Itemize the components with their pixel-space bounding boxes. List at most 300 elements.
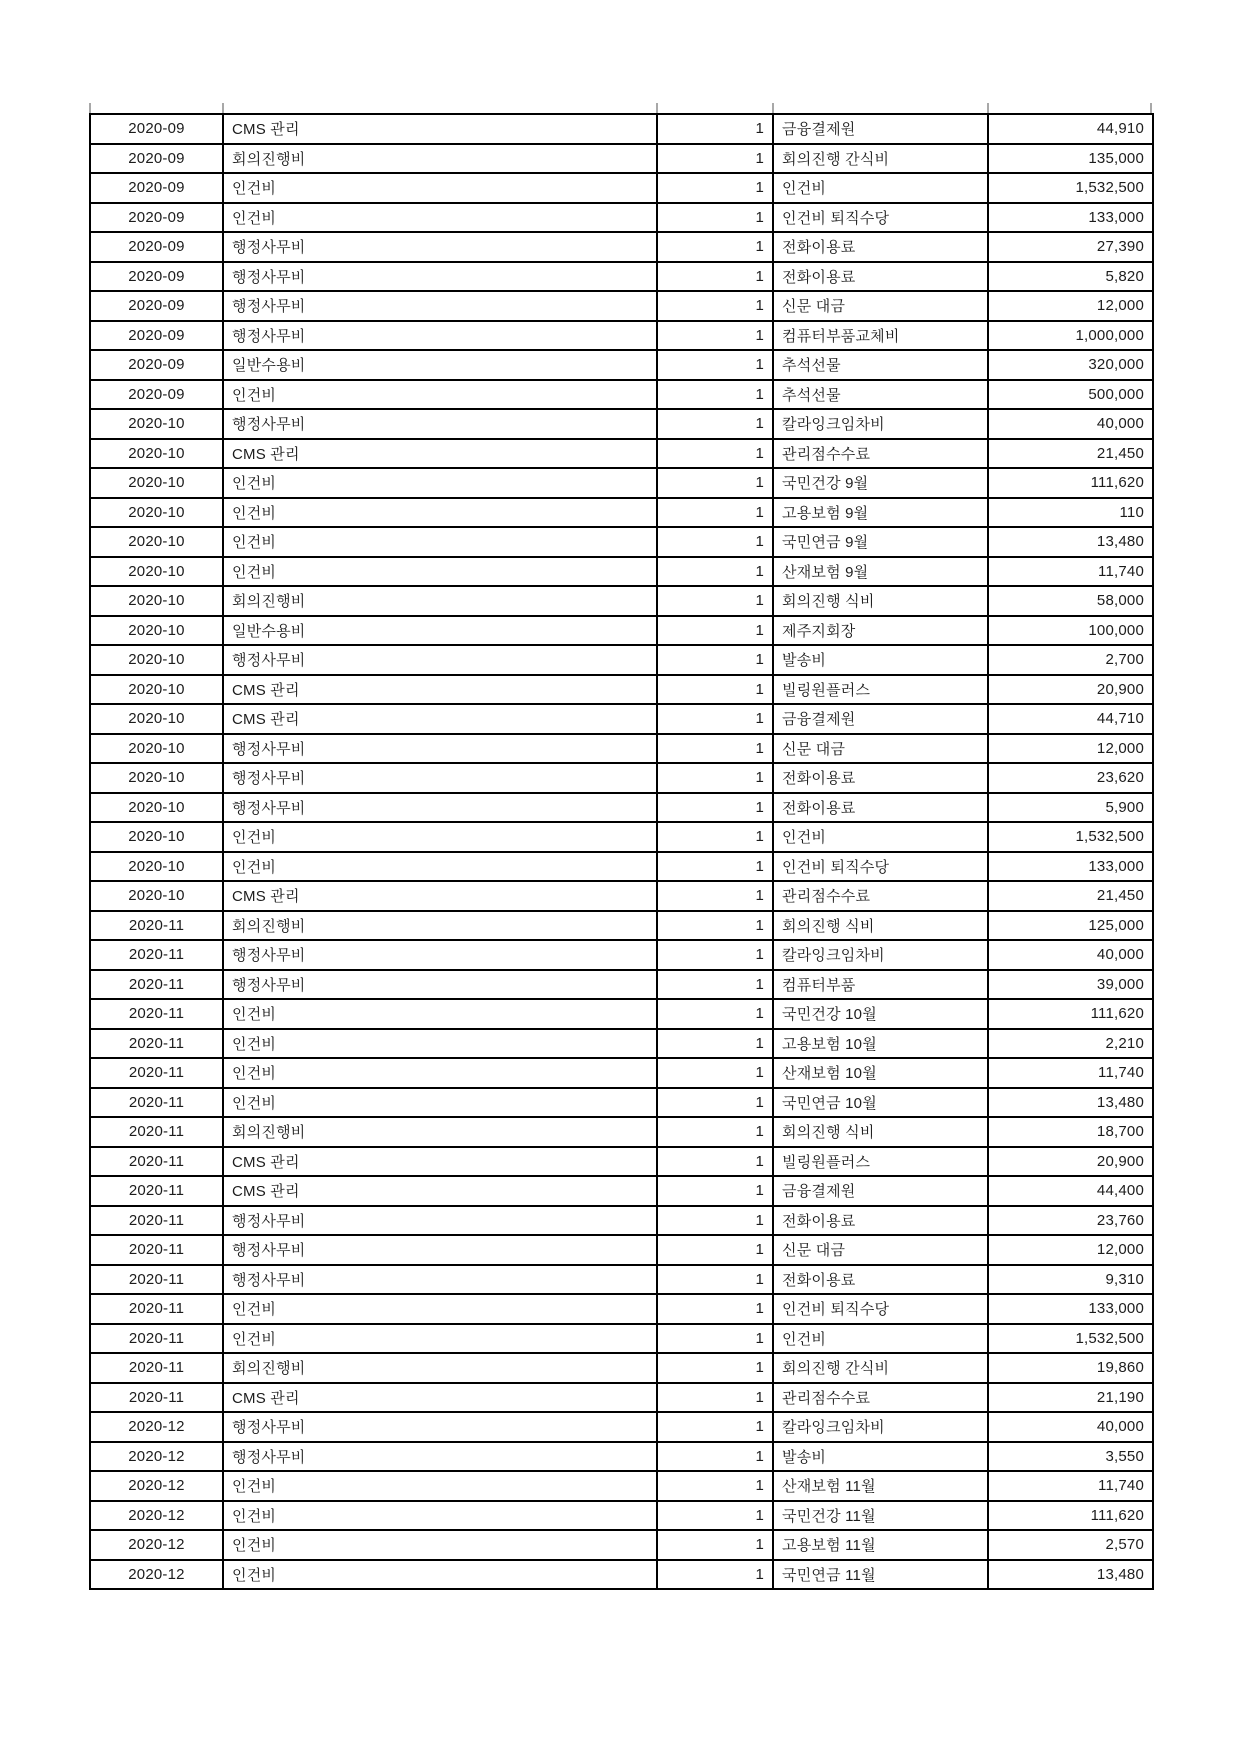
cell-date: 2020-09 (90, 232, 223, 262)
cell-date: 2020-10 (90, 675, 223, 705)
cell-description: 산재보험 10월 (773, 1058, 988, 1088)
cell-amount: 500,000 (988, 380, 1153, 410)
cell-category: 인건비 (223, 1501, 657, 1531)
table-row (90, 114, 1153, 144)
cell-qty: 1 (657, 350, 773, 380)
cell-amount: 11,740 (988, 1058, 1153, 1088)
cell-amount: 11,740 (988, 1471, 1153, 1501)
cell-description: 국민건강 10월 (773, 999, 988, 1029)
table-row (90, 557, 1153, 587)
table-row (90, 144, 1153, 174)
cell-category: 인건비 (223, 203, 657, 233)
table-row (90, 999, 1153, 1029)
cell-category: 행정사무비 (223, 970, 657, 1000)
cell-description: 전화이용료 (773, 1265, 988, 1295)
cell-category: CMS 관리 (223, 881, 657, 911)
table-row (90, 232, 1153, 262)
cell-description: 금융결제원 (773, 114, 988, 144)
cell-amount: 111,620 (988, 1501, 1153, 1531)
cell-category: 인건비 (223, 1560, 657, 1590)
cell-category: CMS 관리 (223, 704, 657, 734)
cell-category: 인건비 (223, 1471, 657, 1501)
cell-category: 일반수용비 (223, 616, 657, 646)
cell-description: 발송비 (773, 645, 988, 675)
cell-qty: 1 (657, 1294, 773, 1324)
cell-qty: 1 (657, 763, 773, 793)
cell-description: 회의진행 간식비 (773, 144, 988, 174)
cell-description: 회의진행 식비 (773, 911, 988, 941)
page-break-tick (987, 103, 989, 113)
cell-description: 산재보험 9월 (773, 557, 988, 587)
cell-description: 칼라잉크임차비 (773, 1412, 988, 1442)
cell-qty: 1 (657, 232, 773, 262)
table-row (90, 1088, 1153, 1118)
cell-description: 금융결제원 (773, 1176, 988, 1206)
table-row (90, 822, 1153, 852)
cell-description: 인건비 (773, 1324, 988, 1354)
table-row (90, 1560, 1153, 1590)
cell-amount: 11,740 (988, 557, 1153, 587)
table-row (90, 380, 1153, 410)
cell-date: 2020-11 (90, 1176, 223, 1206)
cell-description: 신문 대금 (773, 291, 988, 321)
cell-description: 국민건강 9월 (773, 468, 988, 498)
table-row (90, 586, 1153, 616)
cell-date: 2020-11 (90, 1029, 223, 1059)
cell-amount: 13,480 (988, 1560, 1153, 1590)
cell-date: 2020-11 (90, 1206, 223, 1236)
cell-qty: 1 (657, 881, 773, 911)
cell-description: 인건비 퇴직수당 (773, 203, 988, 233)
cell-date: 2020-10 (90, 527, 223, 557)
cell-amount: 18,700 (988, 1117, 1153, 1147)
cell-date: 2020-09 (90, 350, 223, 380)
cell-category: 행정사무비 (223, 940, 657, 970)
table-row (90, 1176, 1153, 1206)
cell-category: 행정사무비 (223, 262, 657, 292)
cell-category: 행정사무비 (223, 1412, 657, 1442)
cell-date: 2020-11 (90, 1353, 223, 1383)
cell-amount: 1,000,000 (988, 321, 1153, 351)
cell-date: 2020-11 (90, 1383, 223, 1413)
cell-amount: 2,210 (988, 1029, 1153, 1059)
cell-amount: 2,570 (988, 1530, 1153, 1560)
table-row (90, 616, 1153, 646)
cell-qty: 1 (657, 1117, 773, 1147)
cell-qty: 1 (657, 262, 773, 292)
cell-amount: 320,000 (988, 350, 1153, 380)
table-row (90, 911, 1153, 941)
cell-qty: 1 (657, 822, 773, 852)
cell-qty: 1 (657, 704, 773, 734)
table-row (90, 1324, 1153, 1354)
cell-amount: 110 (988, 498, 1153, 528)
cell-amount: 20,900 (988, 675, 1153, 705)
cell-qty: 1 (657, 557, 773, 587)
cell-category: 인건비 (223, 1294, 657, 1324)
cell-category: 행정사무비 (223, 763, 657, 793)
table-row (90, 527, 1153, 557)
cell-description: 인건비 퇴직수당 (773, 852, 988, 882)
cell-amount: 20,900 (988, 1147, 1153, 1177)
cell-date: 2020-09 (90, 114, 223, 144)
cell-category: 행정사무비 (223, 1265, 657, 1295)
cell-date: 2020-12 (90, 1560, 223, 1590)
table-row (90, 173, 1153, 203)
cell-description: 칼라잉크임차비 (773, 940, 988, 970)
table-row (90, 350, 1153, 380)
cell-description: 관리점수수료 (773, 1383, 988, 1413)
cell-category: 인건비 (223, 527, 657, 557)
cell-qty: 1 (657, 1088, 773, 1118)
cell-date: 2020-09 (90, 380, 223, 410)
cell-category: CMS 관리 (223, 1383, 657, 1413)
cell-qty: 1 (657, 616, 773, 646)
cell-date: 2020-10 (90, 704, 223, 734)
cell-qty: 1 (657, 1353, 773, 1383)
cell-qty: 1 (657, 1058, 773, 1088)
cell-category: CMS 관리 (223, 114, 657, 144)
cell-qty: 1 (657, 439, 773, 469)
table-row (90, 468, 1153, 498)
cell-amount: 44,910 (988, 114, 1153, 144)
cell-category: 행정사무비 (223, 1442, 657, 1472)
cell-description: 국민연금 11월 (773, 1560, 988, 1590)
cell-qty: 1 (657, 911, 773, 941)
expense-ledger-table (89, 113, 1154, 1590)
table-row (90, 1530, 1153, 1560)
cell-amount: 40,000 (988, 940, 1153, 970)
cell-qty: 1 (657, 173, 773, 203)
cell-category: 일반수용비 (223, 350, 657, 380)
cell-qty: 1 (657, 114, 773, 144)
cell-amount: 133,000 (988, 203, 1153, 233)
cell-description: 인건비 (773, 173, 988, 203)
cell-date: 2020-11 (90, 911, 223, 941)
cell-category: 인건비 (223, 1029, 657, 1059)
cell-qty: 1 (657, 586, 773, 616)
cell-amount: 111,620 (988, 468, 1153, 498)
table-row (90, 1235, 1153, 1265)
cell-qty: 1 (657, 675, 773, 705)
cell-description: 빌링원플러스 (773, 1147, 988, 1177)
page-break-tick (656, 103, 658, 113)
table-row (90, 1294, 1153, 1324)
cell-qty: 1 (657, 1530, 773, 1560)
cell-category: CMS 관리 (223, 1147, 657, 1177)
cell-category: 인건비 (223, 1088, 657, 1118)
table-row (90, 498, 1153, 528)
cell-qty: 1 (657, 1235, 773, 1265)
cell-qty: 1 (657, 1206, 773, 1236)
cell-description: 고용보험 9월 (773, 498, 988, 528)
cell-qty: 1 (657, 1147, 773, 1177)
cell-date: 2020-09 (90, 203, 223, 233)
cell-description: 빌링원플러스 (773, 675, 988, 705)
cell-amount: 27,390 (988, 232, 1153, 262)
cell-description: 컴퓨터부품교체비 (773, 321, 988, 351)
table-row (90, 1353, 1153, 1383)
cell-qty: 1 (657, 409, 773, 439)
cell-amount: 40,000 (988, 409, 1153, 439)
cell-category: 인건비 (223, 557, 657, 587)
cell-date: 2020-11 (90, 970, 223, 1000)
table-row (90, 1383, 1153, 1413)
cell-amount: 1,532,500 (988, 1324, 1153, 1354)
cell-date: 2020-12 (90, 1442, 223, 1472)
cell-amount: 2,700 (988, 645, 1153, 675)
cell-category: CMS 관리 (223, 1176, 657, 1206)
table-row (90, 1147, 1153, 1177)
page-break-tick (772, 103, 774, 113)
table-row (90, 1442, 1153, 1472)
cell-description: 국민연금 10월 (773, 1088, 988, 1118)
cell-description: 신문 대금 (773, 734, 988, 764)
cell-amount: 13,480 (988, 527, 1153, 557)
cell-amount: 12,000 (988, 734, 1153, 764)
cell-category: 행정사무비 (223, 232, 657, 262)
table-row (90, 262, 1153, 292)
cell-description: 국민건강 11월 (773, 1501, 988, 1531)
cell-date: 2020-10 (90, 822, 223, 852)
cell-description: 전화이용료 (773, 1206, 988, 1236)
cell-description: 전화이용료 (773, 763, 988, 793)
cell-date: 2020-11 (90, 940, 223, 970)
cell-description: 전화이용료 (773, 232, 988, 262)
cell-description: 고용보험 11월 (773, 1530, 988, 1560)
cell-description: 전화이용료 (773, 262, 988, 292)
table-row (90, 1058, 1153, 1088)
table-row (90, 409, 1153, 439)
cell-qty: 1 (657, 1265, 773, 1295)
cell-date: 2020-11 (90, 1088, 223, 1118)
cell-qty: 1 (657, 1501, 773, 1531)
cell-date: 2020-09 (90, 321, 223, 351)
cell-amount: 12,000 (988, 1235, 1153, 1265)
cell-description: 컴퓨터부품 (773, 970, 988, 1000)
cell-date: 2020-12 (90, 1471, 223, 1501)
table-row (90, 1029, 1153, 1059)
cell-qty: 1 (657, 1176, 773, 1206)
table-row (90, 203, 1153, 233)
table-row (90, 1412, 1153, 1442)
cell-date: 2020-09 (90, 173, 223, 203)
cell-category: 회의진행비 (223, 144, 657, 174)
cell-category: 인건비 (223, 852, 657, 882)
table-row (90, 734, 1153, 764)
cell-amount: 44,400 (988, 1176, 1153, 1206)
cell-amount: 1,532,500 (988, 173, 1153, 203)
cell-category: 인건비 (223, 822, 657, 852)
cell-description: 관리점수수료 (773, 439, 988, 469)
cell-qty: 1 (657, 1029, 773, 1059)
cell-date: 2020-10 (90, 734, 223, 764)
cell-qty: 1 (657, 999, 773, 1029)
cell-description: 제주지회장 (773, 616, 988, 646)
table-row (90, 1117, 1153, 1147)
cell-category: 행정사무비 (223, 409, 657, 439)
cell-description: 인건비 퇴직수당 (773, 1294, 988, 1324)
cell-qty: 1 (657, 527, 773, 557)
cell-description: 신문 대금 (773, 1235, 988, 1265)
cell-category: 인건비 (223, 173, 657, 203)
cell-description: 전화이용료 (773, 793, 988, 823)
cell-description: 추석선물 (773, 350, 988, 380)
cell-category: 회의진행비 (223, 586, 657, 616)
cell-category: 인건비 (223, 1324, 657, 1354)
cell-category: 행정사무비 (223, 1235, 657, 1265)
cell-category: CMS 관리 (223, 439, 657, 469)
cell-date: 2020-10 (90, 645, 223, 675)
table-row (90, 645, 1153, 675)
cell-description: 회의진행 간식비 (773, 1353, 988, 1383)
cell-qty: 1 (657, 203, 773, 233)
cell-category: 인건비 (223, 380, 657, 410)
cell-qty: 1 (657, 793, 773, 823)
cell-category: 행정사무비 (223, 1206, 657, 1236)
cell-category: 인건비 (223, 999, 657, 1029)
cell-category: 행정사무비 (223, 645, 657, 675)
cell-description: 산재보험 11월 (773, 1471, 988, 1501)
cell-date: 2020-11 (90, 1324, 223, 1354)
cell-description: 회의진행 식비 (773, 1117, 988, 1147)
cell-date: 2020-09 (90, 144, 223, 174)
cell-qty: 1 (657, 498, 773, 528)
table-row (90, 439, 1153, 469)
cell-category: 행정사무비 (223, 793, 657, 823)
cell-qty: 1 (657, 940, 773, 970)
cell-qty: 1 (657, 1471, 773, 1501)
table-row (90, 763, 1153, 793)
cell-qty: 1 (657, 1324, 773, 1354)
cell-date: 2020-11 (90, 1235, 223, 1265)
cell-description: 고용보험 10월 (773, 1029, 988, 1059)
cell-date: 2020-10 (90, 881, 223, 911)
cell-amount: 5,900 (988, 793, 1153, 823)
cell-amount: 1,532,500 (988, 822, 1153, 852)
cell-date: 2020-10 (90, 793, 223, 823)
cell-amount: 58,000 (988, 586, 1153, 616)
cell-description: 관리점수수료 (773, 881, 988, 911)
cell-qty: 1 (657, 321, 773, 351)
cell-qty: 1 (657, 734, 773, 764)
cell-amount: 133,000 (988, 852, 1153, 882)
table-row (90, 1265, 1153, 1295)
cell-qty: 1 (657, 1412, 773, 1442)
cell-date: 2020-11 (90, 1117, 223, 1147)
cell-date: 2020-12 (90, 1501, 223, 1531)
cell-amount: 9,310 (988, 1265, 1153, 1295)
cell-description: 회의진행 식비 (773, 586, 988, 616)
cell-date: 2020-12 (90, 1412, 223, 1442)
table-row (90, 291, 1153, 321)
page-break-tick (89, 103, 91, 113)
cell-amount: 135,000 (988, 144, 1153, 174)
table-row (90, 675, 1153, 705)
cell-category: 인건비 (223, 1530, 657, 1560)
cell-amount: 100,000 (988, 616, 1153, 646)
cell-category: 행정사무비 (223, 321, 657, 351)
page-break-tick (1150, 103, 1152, 113)
cell-date: 2020-11 (90, 1147, 223, 1177)
cell-category: 인건비 (223, 498, 657, 528)
table-row (90, 881, 1153, 911)
table-row (90, 321, 1153, 351)
cell-description: 인건비 (773, 822, 988, 852)
cell-description: 금융결제원 (773, 704, 988, 734)
cell-category: 행정사무비 (223, 734, 657, 764)
table-row (90, 970, 1153, 1000)
table-row (90, 704, 1153, 734)
cell-amount: 13,480 (988, 1088, 1153, 1118)
cell-qty: 1 (657, 144, 773, 174)
cell-qty: 1 (657, 380, 773, 410)
cell-amount: 21,190 (988, 1383, 1153, 1413)
cell-category: 회의진행비 (223, 1117, 657, 1147)
cell-amount: 21,450 (988, 439, 1153, 469)
cell-date: 2020-10 (90, 616, 223, 646)
cell-date: 2020-11 (90, 1058, 223, 1088)
cell-category: 회의진행비 (223, 1353, 657, 1383)
cell-amount: 39,000 (988, 970, 1153, 1000)
cell-qty: 1 (657, 1442, 773, 1472)
cell-date: 2020-10 (90, 763, 223, 793)
cell-date: 2020-11 (90, 1294, 223, 1324)
cell-date: 2020-09 (90, 262, 223, 292)
cell-qty: 1 (657, 291, 773, 321)
cell-amount: 23,620 (988, 763, 1153, 793)
table-row (90, 1471, 1153, 1501)
cell-amount: 12,000 (988, 291, 1153, 321)
table-row (90, 793, 1153, 823)
cell-category: 회의진행비 (223, 911, 657, 941)
cell-date: 2020-10 (90, 439, 223, 469)
cell-category: 행정사무비 (223, 291, 657, 321)
page-break-tick (222, 103, 224, 113)
cell-amount: 21,450 (988, 881, 1153, 911)
cell-category: CMS 관리 (223, 675, 657, 705)
cell-date: 2020-10 (90, 468, 223, 498)
cell-amount: 5,820 (988, 262, 1153, 292)
cell-amount: 19,860 (988, 1353, 1153, 1383)
cell-qty: 1 (657, 645, 773, 675)
cell-description: 국민연금 9월 (773, 527, 988, 557)
cell-qty: 1 (657, 468, 773, 498)
cell-amount: 3,550 (988, 1442, 1153, 1472)
cell-amount: 23,760 (988, 1206, 1153, 1236)
cell-date: 2020-09 (90, 291, 223, 321)
cell-description: 추석선물 (773, 380, 988, 410)
cell-date: 2020-10 (90, 557, 223, 587)
cell-qty: 1 (657, 1383, 773, 1413)
cell-amount: 125,000 (988, 911, 1153, 941)
table-row (90, 1501, 1153, 1531)
cell-qty: 1 (657, 970, 773, 1000)
cell-date: 2020-10 (90, 498, 223, 528)
table-row (90, 940, 1153, 970)
cell-date: 2020-12 (90, 1530, 223, 1560)
table-row (90, 1206, 1153, 1236)
cell-date: 2020-11 (90, 999, 223, 1029)
cell-date: 2020-11 (90, 1265, 223, 1295)
cell-date: 2020-10 (90, 586, 223, 616)
cell-amount: 40,000 (988, 1412, 1153, 1442)
cell-date: 2020-10 (90, 852, 223, 882)
cell-category: 인건비 (223, 468, 657, 498)
table-row (90, 852, 1153, 882)
cell-amount: 133,000 (988, 1294, 1153, 1324)
cell-date: 2020-10 (90, 409, 223, 439)
